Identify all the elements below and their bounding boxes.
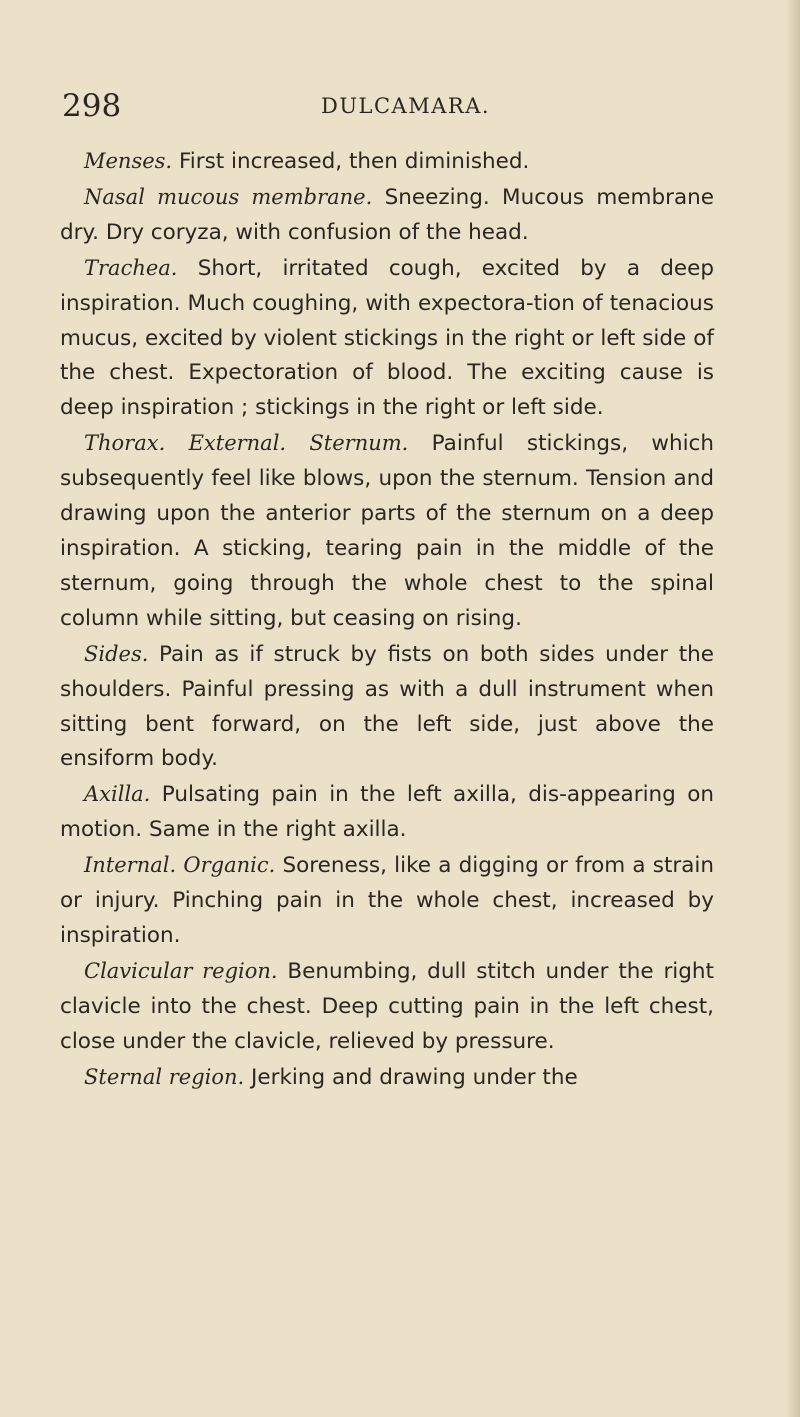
page-header	[0, 88, 800, 128]
paragraph-sides	[60, 637, 714, 778]
rubric: Sternum.	[309, 431, 409, 456]
paragraph-text: Jerking and drawing under the	[244, 1064, 578, 1090]
page-number: 298	[62, 88, 122, 124]
rubric: Axilla.	[84, 782, 151, 807]
rubric: Nasal mucous membrane.	[84, 184, 373, 209]
paragraph-text: Pain as if struck by fists on both sides under the shoulders. Painful pressing as with a dull instrument when sitting bent forward, on the left side, just above the ensiform body.	[60, 641, 714, 772]
paragraph-thorax	[60, 426, 714, 636]
paragraph-axilla	[60, 777, 714, 848]
paragraph-text: Soreness, like a digging or from a strain or injury. Pinching pain in the whole chest, increased by inspiration.	[60, 853, 714, 948]
running-head: DULCAMARA.	[321, 94, 491, 118]
page-edge-shadow	[786, 0, 800, 1417]
paragraph-trachea	[60, 251, 714, 427]
paragraph-menses	[60, 144, 714, 180]
rubric: Sides.	[84, 641, 149, 666]
paragraph-nasal	[60, 180, 714, 251]
rubric: Clavicular region.	[84, 958, 278, 983]
rubric: Sternal region.	[84, 1064, 245, 1089]
rubric: External.	[188, 431, 287, 456]
paragraph-sternal	[60, 1060, 714, 1096]
paragraph-text: Benumbing, dull stitch under the right clavicle into the chest. Deep cutting pain in the left chest, close under the clavicle, relieved by pressure.	[60, 958, 714, 1054]
rubric: Thorax.	[84, 431, 166, 456]
paragraph-clavicular	[60, 954, 714, 1060]
rubric: Organic.	[183, 853, 276, 878]
paragraph-text: Pulsating pain in the left axilla, dis-appearing on motion. Same in the right axilla.	[60, 782, 714, 843]
body-text	[60, 144, 714, 1095]
paragraph-text: First increased, then diminished.	[172, 149, 530, 174]
paragraph-internal	[60, 848, 714, 954]
paragraph-text: Sneezing. Mucous membrane dry. Dry coryza, with confusion of the head.	[60, 184, 714, 245]
paragraph-text: Painful stickings, which subsequently feel like blows, upon the sternum. Tension and drawing upon the anterior parts of the sternum on a deep inspiration. A sticking, tearing pain in the middle of the sternum, going through the whole chest to the spinal column while sitting, but ceasing on rising.	[60, 431, 714, 631]
paragraph-text: Short, irritated cough, excited by a deep inspiration. Much coughing, with expectora-tion of tenacious mucus, excited by violent stickings in the right or left side of the chest. Expectoration of blood. The exciting cause is deep inspiration ; stickings in the right or left side.	[60, 255, 714, 421]
rubric: Internal.	[84, 853, 177, 878]
rubric: Menses.	[84, 149, 173, 173]
rubric: Trachea.	[84, 255, 178, 280]
